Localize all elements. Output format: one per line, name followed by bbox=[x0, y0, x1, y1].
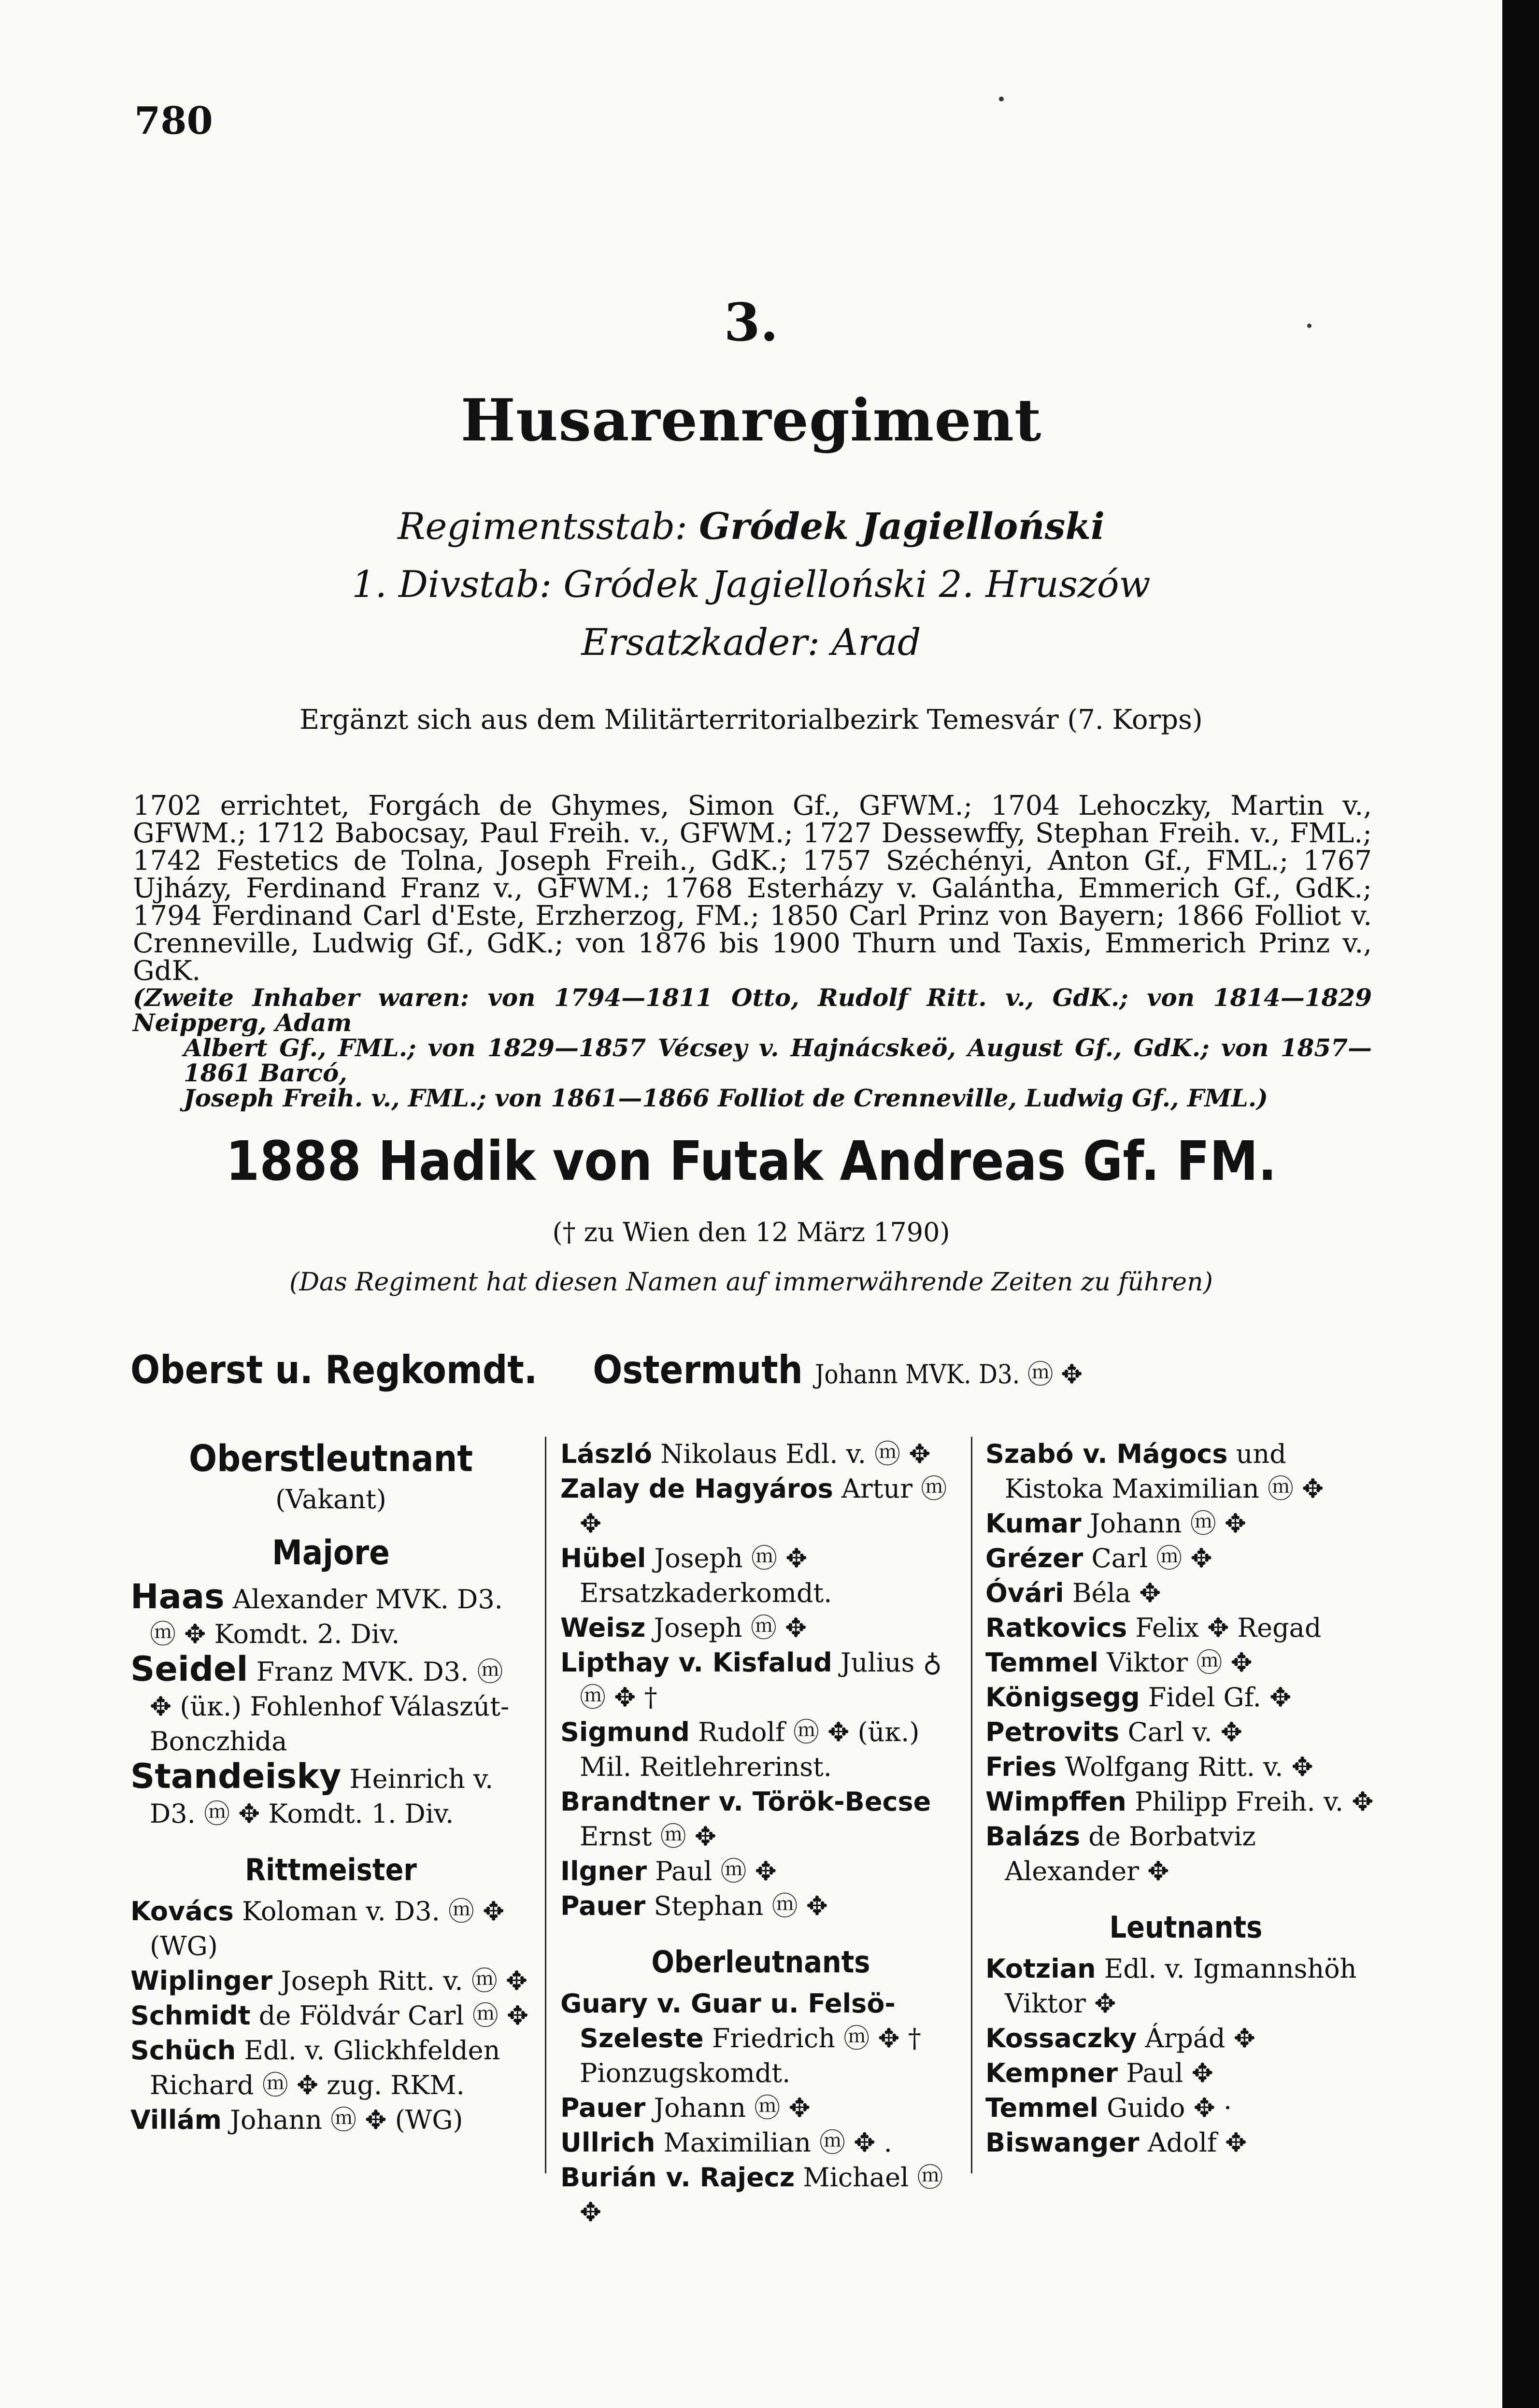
person-details: Árpád ✥ bbox=[1145, 2023, 1256, 2054]
person-entry bbox=[130, 1579, 531, 1652]
majore-heading: Majore bbox=[272, 1533, 390, 1572]
column-1 bbox=[130, 1437, 531, 2138]
person-entry bbox=[560, 2160, 961, 2230]
person-details: Viktor ⓜ ✥ bbox=[1107, 1647, 1253, 1678]
oberstleutnant-value: (Vakant) bbox=[275, 1484, 386, 1515]
person-surname: Temmel bbox=[985, 2093, 1098, 2123]
person-surname: Temmel bbox=[985, 1647, 1098, 1678]
person-surname: Standeisky bbox=[130, 1756, 342, 1796]
majore-list bbox=[130, 1579, 531, 1831]
person-surname: Schmidt bbox=[130, 2000, 251, 2031]
person-entry bbox=[130, 2033, 531, 2103]
person-details: Carl v. ✥ bbox=[1127, 1717, 1243, 1747]
person-details: Edl. v. Igmannshöh Viktor ✥ bbox=[1005, 1954, 1357, 2019]
person-details: Heinrich v. D3. ⓜ ✥ Komdt. 1. Div. bbox=[150, 1764, 494, 1829]
person-details: Fidel Gf. ✥ bbox=[1148, 1682, 1292, 1713]
scan-edge bbox=[1502, 0, 1539, 2408]
person-entry bbox=[985, 1785, 1386, 1819]
person-details: Adolf ✥ bbox=[1147, 2127, 1247, 2158]
person-details: und Kistoka Maximilian ⓜ ✥ bbox=[1005, 1439, 1324, 1504]
person-surname: Ratkovics bbox=[985, 1613, 1127, 1643]
regiment-title: Husarenregiment bbox=[460, 386, 1042, 454]
person-details: Paul ✥ bbox=[1126, 2058, 1213, 2088]
person-details: de Borbatviz Alexander ✥ bbox=[1005, 1821, 1256, 1886]
person-details: Guido ✥ · bbox=[1107, 2093, 1232, 2123]
second-owners-line-3: Joseph Freih. v., FML.; von 1861—1866 Folliot de Crenneville, Ludwig Gf., FML.) bbox=[184, 1084, 1268, 1112]
person-surname: Biswanger bbox=[985, 2127, 1140, 2158]
person-details: de Földvár Carl ⓜ ✥ bbox=[258, 2000, 529, 2031]
person-entry bbox=[130, 1998, 531, 2033]
person-entry bbox=[560, 2091, 961, 2125]
person-details: Joseph Ritt. v. ⓜ ✥ bbox=[281, 1966, 528, 1996]
person-entry bbox=[560, 1541, 961, 1611]
person-entry bbox=[560, 1611, 961, 1645]
person-entry bbox=[130, 2103, 531, 2138]
person-surname: Petrovits bbox=[985, 1717, 1120, 1747]
person-entry bbox=[560, 1645, 961, 1715]
person-entry bbox=[985, 1506, 1386, 1541]
person-entry bbox=[130, 1964, 531, 1998]
person-entry bbox=[985, 1952, 1386, 2021]
person-details: Alexander MVK. D3. ⓜ ✥ Komdt. 2. Div. bbox=[150, 1584, 503, 1649]
print-speck bbox=[999, 97, 1004, 101]
column-2 bbox=[560, 1437, 961, 2230]
person-entry bbox=[560, 1437, 961, 1472]
person-surname: Schüch bbox=[130, 2035, 236, 2066]
person-surname: Kumar bbox=[985, 1508, 1082, 1539]
person-details: Julius ♁ ⓜ ✥ † bbox=[580, 1647, 942, 1713]
person-details: Rudolf ⓜ ✥ (üк.) Mil. Reitlehrerinst. bbox=[580, 1717, 920, 1782]
person-surname: Kotzian bbox=[985, 1954, 1096, 1984]
regiment-history: 1702 errichtet, Forgách de Ghymes, Simon Gf., GFWM.; 1704 Lehoczky, Martin v., GFWM.; 1712 Babocsay, Paul Freih. v., GFWM.; 1727 Dessewffy, Stephan Freih. v., FML.; 1742 Festetics de Tolna, Joseph Freih., GdK.; 1757 Széchényi, Anton Gf., FML.; 1767 Ujházy, Ferdinand Franz v., GFWM.; 1768 Esterházy v. Galántha, Emmerich Gf., GdK.; 1794 Ferdinand Carl d'Este, Erzherzog, FM.; 1850 Carl Prinz von Bayern; 1866 Folliot v. Crenneville, Ludwig Gf., GdK.; von 1876 bis 1900 Thurn und Taxis, Emmerich Prinz v., GdK. bbox=[133, 790, 1372, 987]
person-surname: Zalay de Hagyáros bbox=[560, 1473, 833, 1504]
person-entry bbox=[560, 1785, 961, 1854]
oberleutnants-list bbox=[560, 1986, 961, 2230]
person-details: Wolfgang Ritt. v. ✥ bbox=[1065, 1752, 1313, 1782]
second-owners-line-1: (Zweite Inhaber waren: von 1794—1811 Otto, Rudolf Ritt. v., GdK.; von 1814—1829 Neipperg, Adam bbox=[133, 983, 1372, 1037]
person-surname: Weisz bbox=[560, 1613, 646, 1643]
person-surname: Ilgner bbox=[560, 1856, 647, 1886]
person-entry bbox=[560, 2125, 961, 2160]
person-entry bbox=[985, 1645, 1386, 1680]
person-entry bbox=[985, 2056, 1386, 2091]
column-divider bbox=[545, 1437, 546, 2173]
person-entry bbox=[560, 1889, 961, 1924]
commander-details: Johann MVK. D3. ⓜ ✥ bbox=[814, 1359, 1083, 1389]
person-entry bbox=[560, 1715, 961, 1785]
rittmeister-list bbox=[130, 1894, 531, 2138]
person-details: Carl ⓜ ✥ bbox=[1091, 1543, 1212, 1573]
person-entry bbox=[130, 1894, 531, 1964]
person-surname: Hübel bbox=[560, 1543, 646, 1573]
divstab: 1. Divstab: Gródek Jagielloński 2. Hruszów bbox=[352, 563, 1151, 606]
column-divider bbox=[971, 1437, 972, 2173]
person-details: Nikolaus Edl. v. ⓜ ✥ bbox=[660, 1439, 931, 1469]
person-entry bbox=[985, 1715, 1386, 1750]
person-surname: Óvári bbox=[985, 1578, 1064, 1608]
second-owners bbox=[133, 985, 1372, 1111]
person-entry bbox=[985, 1680, 1386, 1715]
person-surname: Pauer bbox=[560, 2093, 646, 2123]
person-details: Koloman v. D3. ⓜ ✥ (WG) bbox=[150, 1896, 505, 1961]
person-surname: Ullrich bbox=[560, 2127, 656, 2158]
person-details: Johann ⓜ ✥ bbox=[1089, 1508, 1247, 1539]
person-entry bbox=[985, 1750, 1386, 1785]
person-surname: Guary v. Guar u. Felsö-Szeleste bbox=[560, 1988, 896, 2054]
person-surname: Brandtner v. Török-Becse bbox=[560, 1786, 931, 1817]
person-surname: Fries bbox=[985, 1752, 1057, 1782]
person-details: Artur ⓜ ✥ bbox=[580, 1473, 947, 1539]
person-surname: Balázs bbox=[985, 1821, 1081, 1852]
person-surname: Seidel bbox=[130, 1649, 248, 1689]
leutnants-list bbox=[985, 1952, 1386, 2160]
person-entry bbox=[560, 1854, 961, 1889]
person-surname: Wiplinger bbox=[130, 1966, 273, 1996]
name-note: (Das Regiment hat diesen Namen auf immerwährende Zeiten zu führen) bbox=[289, 1268, 1213, 1297]
person-surname: Lipthay v. Kisfalud bbox=[560, 1647, 832, 1678]
person-details: Paul ⓜ ✥ bbox=[655, 1856, 777, 1886]
second-owners-line-2: Albert Gf., FML.; von 1829—1857 Vécsey v. Hajnácskeö, August Gf., GdK.; von 1857—1861 Barcó, bbox=[184, 1034, 1372, 1087]
oberstleutnant-heading: Oberstleutnant bbox=[189, 1437, 473, 1480]
person-entry bbox=[985, 2091, 1386, 2125]
page-number: 780 bbox=[134, 99, 213, 143]
person-details: Felix ✥ Regad bbox=[1135, 1613, 1322, 1643]
person-surname: Villám bbox=[130, 2105, 222, 2135]
person-details: Béla ✥ bbox=[1072, 1578, 1161, 1608]
person-entry bbox=[985, 1437, 1386, 1506]
rittmeister-heading: Rittmeister bbox=[245, 1852, 417, 1887]
regimentsstab bbox=[0, 505, 1502, 548]
person-details: Edl. v. Glickhfelden Richard ⓜ ✥ zug. RKM. bbox=[150, 2035, 500, 2100]
print-speck bbox=[1307, 324, 1311, 328]
person-surname: Szabó v. Mágocs bbox=[985, 1439, 1228, 1469]
person-surname: Haas bbox=[130, 1577, 225, 1616]
person-details: Johann ⓜ ✥ bbox=[654, 2093, 811, 2123]
person-surname: Kempner bbox=[985, 2058, 1118, 2088]
person-entry bbox=[985, 1541, 1386, 1576]
person-details: Friedrich ⓜ ✥ † Pionzugskomdt. bbox=[580, 2023, 921, 2088]
person-details: Ernst ⓜ ✥ bbox=[580, 1821, 716, 1852]
person-entry bbox=[985, 1576, 1386, 1611]
person-surname: László bbox=[560, 1439, 653, 1469]
rittmeister-list-continued bbox=[985, 1437, 1386, 1889]
person-details: Johann ⓜ ✥ (WG) bbox=[230, 2105, 463, 2135]
column-3 bbox=[985, 1437, 1386, 2160]
commander-label: Oberst u. Regkomdt. bbox=[130, 1347, 538, 1392]
person-entry bbox=[985, 1611, 1386, 1645]
person-surname: Grézer bbox=[985, 1543, 1083, 1573]
death-note: († zu Wien den 12 März 1790) bbox=[552, 1217, 950, 1247]
commander-line bbox=[130, 1347, 1083, 1392]
person-details: Maximilian ⓜ ✥ . bbox=[663, 2127, 892, 2158]
person-entry bbox=[985, 2125, 1386, 2160]
person-entry bbox=[130, 1649, 531, 1759]
commander-surname: Ostermuth bbox=[593, 1347, 803, 1392]
person-surname: Sigmund bbox=[560, 1717, 690, 1747]
person-surname: Wimpffen bbox=[985, 1786, 1126, 1817]
person-details: Michael ⓜ ✥ bbox=[580, 2162, 943, 2227]
regiment-number: 3. bbox=[724, 292, 779, 353]
person-details: Joseph ⓜ ✥ bbox=[654, 1613, 807, 1643]
leutnants-heading: Leutnants bbox=[1109, 1910, 1263, 1945]
namesake-heading: 1888 Hadik von Futak Andreas Gf. FM. bbox=[226, 1130, 1277, 1193]
person-entry bbox=[560, 1986, 961, 2091]
person-surname: Kossaczky bbox=[985, 2023, 1137, 2054]
person-surname: Pauer bbox=[560, 1891, 646, 1921]
person-entry bbox=[985, 1819, 1386, 1889]
person-details: Stephan ⓜ ✥ bbox=[654, 1891, 828, 1921]
person-details: Franz MVK. D3. ⓜ ✥ (üк.) Fohlenhof Válaszút-Bonczhida bbox=[150, 1657, 510, 1756]
person-surname: Kovács bbox=[130, 1896, 234, 1926]
person-details: Philipp Freih. v. ✥ bbox=[1134, 1786, 1374, 1817]
regimentsstab-label: Regimentsstab: bbox=[398, 505, 687, 548]
regimentsstab-value: Gródek Jagielloński bbox=[699, 505, 1105, 548]
ersatzkader: Ersatzkader: Arad bbox=[581, 621, 921, 664]
recruitment-district: Ergänzt sich aus dem Militärterritorialbezirk Temesvár (7. Korps) bbox=[299, 704, 1203, 736]
person-entry bbox=[985, 2021, 1386, 2056]
person-entry bbox=[560, 1472, 961, 1541]
person-entry bbox=[130, 1756, 531, 1831]
person-surname: Königsegg bbox=[985, 1682, 1140, 1713]
person-details: Joseph ⓜ ✥ Ersatzkaderkomdt. bbox=[580, 1543, 832, 1608]
oberleutnants-heading: Oberleutnants bbox=[651, 1944, 870, 1980]
person-surname: Burián v. Rajecz bbox=[560, 2162, 795, 2193]
rittmeister-list-continued bbox=[560, 1437, 961, 1924]
